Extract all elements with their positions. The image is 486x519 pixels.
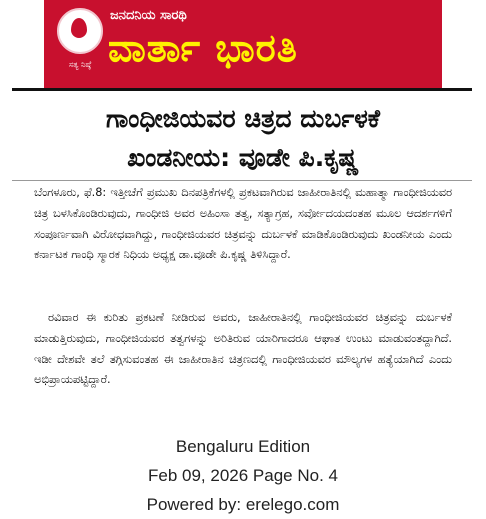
- masthead-title: ವಾರ್ತಾ ಭಾರತಿ: [108, 26, 298, 70]
- masthead-subtitle: ಜನದನಿಯ ಸಾರಥಿ: [110, 8, 187, 23]
- powered-by-label: Powered by: erelego.com: [146, 495, 340, 514]
- edition-label: Bengaluru Edition: [175, 437, 311, 456]
- logo-tagline: ಸತ್ಯ ನಿಷ್ಠೆ: [68, 60, 92, 69]
- logo-leaf-icon: [71, 18, 87, 38]
- masthead-notch: [392, 0, 442, 88]
- headline-line-1: ಗಾಂಧೀಜಿಯವರ ಚಿತ್ರದ ದುರ್ಬಳಕೆ: [105, 104, 381, 133]
- date-page-label: Feb 09, 2026 Page No. 4: [148, 466, 338, 485]
- masthead-divider: [12, 88, 472, 91]
- headline-divider: [12, 180, 472, 181]
- article-paragraph-2: ರವಿವಾರ ಈ ಕುರಿತು ಪ್ರಕಟಣೆ ನೀಡಿರುವ ಅವರು, ಜಾಹೀರಾತಿನಲ್ಲಿ ಗಾಂಧೀಜಿಯವರ ಚಿತ್ರವನ್ನು ದುರ್ಬಳಕೆ ಮಾಡುತ್ತಿರುವುದು, ಗಾಂಧೀಜಿಯವರ ತತ್ವಗಳನ್ನು ಅರಿತಿರುವ ಯಾರಿಗಾದರೂ ಆಘಾತ ಉಂಟು ಮಾಡುವಂತದ್ದಾಗಿದೆ. ಇಡೀ ದೇಶವೇ ತಲೆ ತಗ್ಗಿಸುವಂತಹ ಈ ಜಾಹೀರಾತಿನ ಚಿತ್ರಣದಲ್ಲಿ ಗಾಂಧೀಜಿಯವರ ಮೌಲ್ಯಗಳ ಹತ್ಯೆಯಾಗಿದೆ ಎಂದು ಅಭಿಪ್ರಾಯಪಟ್ಟಿದ್ದಾರೆ.: [34, 311, 452, 387]
- headline-line-2: ಖಂಡನೀಯ: ವೂಡೇ ಪಿ.ಕೃಷ್ಣ: [127, 143, 359, 172]
- article-paragraph-1: ಬೆಂಗಳೂರು, ಫೆ.8: ಇತ್ತೀಚೆಗೆ ಪ್ರಮುಖ ದಿನಪತ್ರಿಕೆಗಳಲ್ಲಿ ಪ್ರಕಟವಾಗಿರುವ ಜಾಹೀರಾತಿನಲ್ಲಿ ಮಹಾತ್ಮಾ ಗಾಂಧೀಜಿಯವರ ಚಿತ್ರ ಬಳಸಿಕೊಂಡಿರುವುದು, ಗಾಂಧೀಜಿ ಅವರ ಅಹಿಂಸಾ ತತ್ವ, ಸತ್ಯಾಗ್ರಹ, ಸರ್ವೋದಯದಂತಹ ಮೂಲ ಆದರ್ಶಗಳಿಗೆ ಸಂಪೂರ್ಣವಾಗಿ ವಿರೋಧವಾಗಿದ್ದು, ಗಾಂಧೀಜಿಯವರ ಚಿತ್ರವನ್ನು ದುರ್ಬಳಕೆ ಮಾಡಿಕೊಂಡಿರುವುದು ಖಂಡನೀಯ ಎಂದು ಕರ್ನಾಟಕ ಗಾಂಧಿ ಸ್ಮಾರಕ ನಿಧಿಯ ಅಧ್ಯಕ್ಷ ಡಾ.ವೂಡೇ ಪಿ.ಕೃಷ್ಣ ತಿಳಿಸಿದ್ದಾರೆ.: [34, 186, 452, 262]
